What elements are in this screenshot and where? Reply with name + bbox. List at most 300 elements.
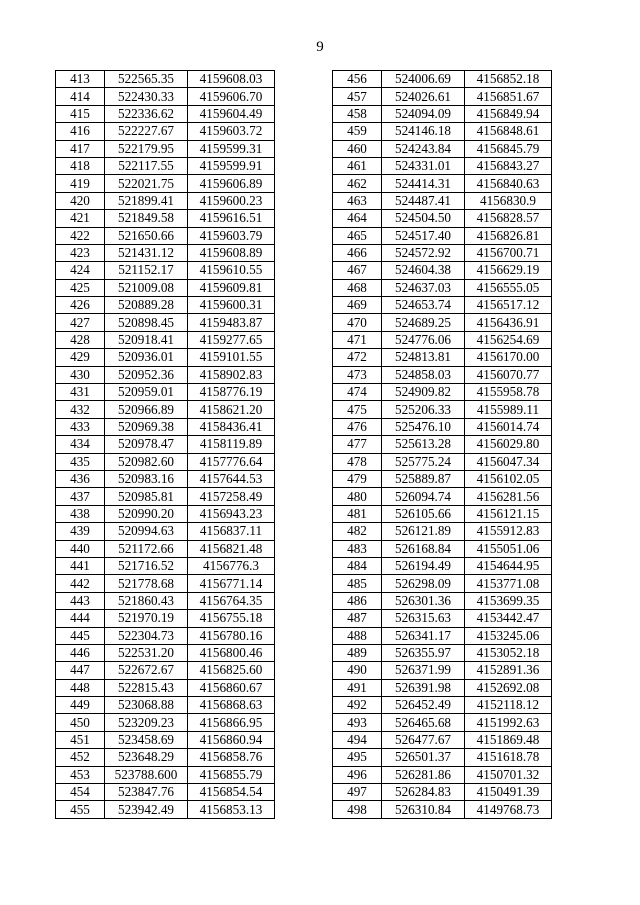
x-coordinate-cell: 520918.41 <box>105 331 188 348</box>
point-number-cell: 441 <box>56 557 105 574</box>
table-row <box>56 262 275 279</box>
point-number-cell: 464 <box>333 210 382 227</box>
y-coordinate-cell: 4159599.31 <box>188 140 275 157</box>
point-number-cell: 496 <box>333 766 382 783</box>
x-coordinate-cell: 521152.17 <box>105 262 188 279</box>
x-coordinate-cell: 526168.84 <box>382 540 465 557</box>
y-coordinate-cell: 4150701.32 <box>465 766 552 783</box>
x-coordinate-cell: 520889.28 <box>105 297 188 314</box>
y-coordinate-cell: 4156849.94 <box>465 105 552 122</box>
point-number-cell: 485 <box>333 575 382 592</box>
table-row <box>333 697 552 714</box>
table-row <box>56 297 275 314</box>
table-row <box>333 192 552 209</box>
table-row <box>56 314 275 331</box>
coordinates-table-left <box>55 70 275 819</box>
y-coordinate-cell: 4155912.83 <box>465 523 552 540</box>
table-row <box>56 175 275 192</box>
table-row <box>333 436 552 453</box>
y-coordinate-cell: 4151618.78 <box>465 749 552 766</box>
x-coordinate-cell: 522565.35 <box>105 71 188 88</box>
x-coordinate-cell: 526371.99 <box>382 662 465 679</box>
x-coordinate-cell: 520985.81 <box>105 488 188 505</box>
table-row <box>56 610 275 627</box>
table-row <box>56 331 275 348</box>
x-coordinate-cell: 523648.29 <box>105 749 188 766</box>
table-row <box>56 714 275 731</box>
table-row <box>333 557 552 574</box>
y-coordinate-cell: 4152118.12 <box>465 697 552 714</box>
table-row <box>56 644 275 661</box>
x-coordinate-cell: 524331.01 <box>382 157 465 174</box>
point-number-cell: 415 <box>56 105 105 122</box>
point-number-cell: 440 <box>56 540 105 557</box>
y-coordinate-cell: 4156776.3 <box>188 557 275 574</box>
point-number-cell: 445 <box>56 627 105 644</box>
x-coordinate-cell: 524776.06 <box>382 331 465 348</box>
point-number-cell: 487 <box>333 610 382 627</box>
x-coordinate-cell: 526284.83 <box>382 784 465 801</box>
x-coordinate-cell: 522430.33 <box>105 88 188 105</box>
point-number-cell: 458 <box>333 105 382 122</box>
point-number-cell: 439 <box>56 523 105 540</box>
point-number-cell: 428 <box>56 331 105 348</box>
point-number-cell: 466 <box>333 244 382 261</box>
y-coordinate-cell: 4156843.27 <box>465 157 552 174</box>
x-coordinate-cell: 524517.40 <box>382 227 465 244</box>
table-row <box>333 470 552 487</box>
table-row <box>56 592 275 609</box>
point-number-cell: 457 <box>333 88 382 105</box>
x-coordinate-cell: 520978.47 <box>105 436 188 453</box>
table-row <box>56 523 275 540</box>
y-coordinate-cell: 4156848.61 <box>465 123 552 140</box>
table-row <box>333 627 552 644</box>
y-coordinate-cell: 4156860.94 <box>188 731 275 748</box>
page-number: 9 <box>316 39 324 55</box>
point-number-cell: 488 <box>333 627 382 644</box>
x-coordinate-cell: 526105.66 <box>382 505 465 522</box>
point-number-cell: 423 <box>56 244 105 261</box>
point-number-cell: 462 <box>333 175 382 192</box>
table-row <box>56 697 275 714</box>
x-coordinate-cell: 526298.09 <box>382 575 465 592</box>
point-number-cell: 422 <box>56 227 105 244</box>
x-coordinate-cell: 524689.25 <box>382 314 465 331</box>
y-coordinate-cell: 4156868.63 <box>188 697 275 714</box>
table-row <box>56 801 275 818</box>
table-row <box>56 227 275 244</box>
point-number-cell: 460 <box>333 140 382 157</box>
point-number-cell: 479 <box>333 470 382 487</box>
y-coordinate-cell: 4156828.57 <box>465 210 552 227</box>
y-coordinate-cell: 4151992.63 <box>465 714 552 731</box>
x-coordinate-cell: 520952.36 <box>105 366 188 383</box>
x-coordinate-cell: 520969.38 <box>105 418 188 435</box>
table-row <box>56 105 275 122</box>
x-coordinate-cell: 524243.84 <box>382 140 465 157</box>
table-row <box>333 157 552 174</box>
point-number-cell: 469 <box>333 297 382 314</box>
y-coordinate-cell: 4158621.20 <box>188 401 275 418</box>
x-coordinate-cell: 522179.95 <box>105 140 188 157</box>
table-row <box>56 71 275 88</box>
table-row <box>333 331 552 348</box>
x-coordinate-cell: 524572.92 <box>382 244 465 261</box>
table-row <box>333 297 552 314</box>
y-coordinate-cell: 4159603.79 <box>188 227 275 244</box>
x-coordinate-cell: 526501.37 <box>382 749 465 766</box>
table-row <box>333 592 552 609</box>
table-row <box>56 140 275 157</box>
point-number-cell: 417 <box>56 140 105 157</box>
x-coordinate-cell: 522304.73 <box>105 627 188 644</box>
x-coordinate-cell: 524653.74 <box>382 297 465 314</box>
x-coordinate-cell: 524637.03 <box>382 279 465 296</box>
y-coordinate-cell: 4151869.48 <box>465 731 552 748</box>
y-coordinate-cell: 4156047.34 <box>465 453 552 470</box>
x-coordinate-cell: 521650.66 <box>105 227 188 244</box>
y-coordinate-cell: 4156854.54 <box>188 784 275 801</box>
x-coordinate-cell: 522227.67 <box>105 123 188 140</box>
y-coordinate-cell: 4159609.81 <box>188 279 275 296</box>
y-coordinate-cell: 4159277.65 <box>188 331 275 348</box>
table-row <box>56 244 275 261</box>
y-coordinate-cell: 4159600.31 <box>188 297 275 314</box>
y-coordinate-cell: 4157258.49 <box>188 488 275 505</box>
table-row <box>333 123 552 140</box>
y-coordinate-cell: 4156629.19 <box>465 262 552 279</box>
x-coordinate-cell: 525613.28 <box>382 436 465 453</box>
y-coordinate-cell: 4156170.00 <box>465 349 552 366</box>
y-coordinate-cell: 4153442.47 <box>465 610 552 627</box>
x-coordinate-cell: 526341.17 <box>382 627 465 644</box>
y-coordinate-cell: 4153699.35 <box>465 592 552 609</box>
y-coordinate-cell: 4156830.9 <box>465 192 552 209</box>
coordinates-table-right-body <box>333 71 552 819</box>
table-row <box>56 470 275 487</box>
x-coordinate-cell: 523209.23 <box>105 714 188 731</box>
table-row <box>333 314 552 331</box>
x-coordinate-cell: 524094.09 <box>382 105 465 122</box>
y-coordinate-cell: 4159616.51 <box>188 210 275 227</box>
point-number-cell: 448 <box>56 679 105 696</box>
point-number-cell: 447 <box>56 662 105 679</box>
table-row <box>56 488 275 505</box>
point-number-cell: 498 <box>333 801 382 818</box>
point-number-cell: 461 <box>333 157 382 174</box>
y-coordinate-cell: 4158902.83 <box>188 366 275 383</box>
point-number-cell: 483 <box>333 540 382 557</box>
x-coordinate-cell: 522531.20 <box>105 644 188 661</box>
x-coordinate-cell: 521860.43 <box>105 592 188 609</box>
x-coordinate-cell: 520898.45 <box>105 314 188 331</box>
y-coordinate-cell: 4156852.18 <box>465 71 552 88</box>
table-row <box>333 71 552 88</box>
table-row <box>333 140 552 157</box>
x-coordinate-cell: 524414.31 <box>382 175 465 192</box>
coordinates-table-left-body <box>56 71 275 819</box>
x-coordinate-cell: 524604.38 <box>382 262 465 279</box>
table-row <box>333 175 552 192</box>
table-row <box>56 123 275 140</box>
point-number-cell: 450 <box>56 714 105 731</box>
table-row <box>56 627 275 644</box>
x-coordinate-cell: 526391.98 <box>382 679 465 696</box>
x-coordinate-cell: 526281.86 <box>382 766 465 783</box>
table-row <box>333 384 552 401</box>
table-row <box>333 227 552 244</box>
point-number-cell: 480 <box>333 488 382 505</box>
point-number-cell: 484 <box>333 557 382 574</box>
point-number-cell: 478 <box>333 453 382 470</box>
x-coordinate-cell: 521899.41 <box>105 192 188 209</box>
point-number-cell: 449 <box>56 697 105 714</box>
point-number-cell: 421 <box>56 210 105 227</box>
x-coordinate-cell: 524146.18 <box>382 123 465 140</box>
x-coordinate-cell: 526315.63 <box>382 610 465 627</box>
point-number-cell: 438 <box>56 505 105 522</box>
point-number-cell: 490 <box>333 662 382 679</box>
y-coordinate-cell: 4156800.46 <box>188 644 275 661</box>
y-coordinate-cell: 4157776.64 <box>188 453 275 470</box>
table-row <box>56 88 275 105</box>
point-number-cell: 418 <box>56 157 105 174</box>
y-coordinate-cell: 4155051.06 <box>465 540 552 557</box>
y-coordinate-cell: 4159101.55 <box>188 349 275 366</box>
y-coordinate-cell: 4156254.69 <box>465 331 552 348</box>
x-coordinate-cell: 524504.50 <box>382 210 465 227</box>
x-coordinate-cell: 523847.76 <box>105 784 188 801</box>
point-number-cell: 443 <box>56 592 105 609</box>
table-row <box>56 279 275 296</box>
x-coordinate-cell: 520990.20 <box>105 505 188 522</box>
table-row <box>333 784 552 801</box>
y-coordinate-cell: 4156826.81 <box>465 227 552 244</box>
table-row <box>56 749 275 766</box>
point-number-cell: 459 <box>333 123 382 140</box>
table-row <box>333 749 552 766</box>
y-coordinate-cell: 4156029.80 <box>465 436 552 453</box>
x-coordinate-cell: 520936.01 <box>105 349 188 366</box>
x-coordinate-cell: 521778.68 <box>105 575 188 592</box>
x-coordinate-cell: 524909.82 <box>382 384 465 401</box>
point-number-cell: 465 <box>333 227 382 244</box>
y-coordinate-cell: 4156771.14 <box>188 575 275 592</box>
table-row <box>333 244 552 261</box>
y-coordinate-cell: 4156858.76 <box>188 749 275 766</box>
point-number-cell: 424 <box>56 262 105 279</box>
point-number-cell: 454 <box>56 784 105 801</box>
x-coordinate-cell: 524026.61 <box>382 88 465 105</box>
x-coordinate-cell: 520966.89 <box>105 401 188 418</box>
table-row <box>56 384 275 401</box>
point-number-cell: 446 <box>56 644 105 661</box>
y-coordinate-cell: 4159606.89 <box>188 175 275 192</box>
table-row <box>333 210 552 227</box>
table-row <box>56 784 275 801</box>
point-number-cell: 427 <box>56 314 105 331</box>
table-row <box>333 714 552 731</box>
x-coordinate-cell: 525775.24 <box>382 453 465 470</box>
y-coordinate-cell: 4159599.91 <box>188 157 275 174</box>
table-row <box>56 349 275 366</box>
y-coordinate-cell: 4156070.77 <box>465 366 552 383</box>
table-row <box>56 557 275 574</box>
table-row <box>56 540 275 557</box>
table-row <box>333 610 552 627</box>
x-coordinate-cell: 525206.33 <box>382 401 465 418</box>
y-coordinate-cell: 4156517.12 <box>465 297 552 314</box>
table-row <box>56 662 275 679</box>
y-coordinate-cell: 4153245.06 <box>465 627 552 644</box>
y-coordinate-cell: 4156281.56 <box>465 488 552 505</box>
y-coordinate-cell: 4156855.79 <box>188 766 275 783</box>
point-number-cell: 430 <box>56 366 105 383</box>
x-coordinate-cell: 525476.10 <box>382 418 465 435</box>
y-coordinate-cell: 4149768.73 <box>465 801 552 818</box>
point-number-cell: 468 <box>333 279 382 296</box>
table-row <box>333 644 552 661</box>
x-coordinate-cell: 526465.68 <box>382 714 465 731</box>
table-row <box>56 731 275 748</box>
y-coordinate-cell: 4156121.15 <box>465 505 552 522</box>
y-coordinate-cell: 4159608.03 <box>188 71 275 88</box>
table-row <box>333 662 552 679</box>
point-number-cell: 455 <box>56 801 105 818</box>
table-row <box>56 505 275 522</box>
point-number-cell: 495 <box>333 749 382 766</box>
x-coordinate-cell: 523458.69 <box>105 731 188 748</box>
table-row <box>56 575 275 592</box>
x-coordinate-cell: 521970.19 <box>105 610 188 627</box>
point-number-cell: 426 <box>56 297 105 314</box>
y-coordinate-cell: 4150491.39 <box>465 784 552 801</box>
table-row <box>56 453 275 470</box>
point-number-cell: 434 <box>56 436 105 453</box>
point-number-cell: 463 <box>333 192 382 209</box>
table-row <box>56 766 275 783</box>
table-row <box>56 157 275 174</box>
table-row <box>333 766 552 783</box>
table-row <box>333 453 552 470</box>
y-coordinate-cell: 4156851.67 <box>465 88 552 105</box>
point-number-cell: 436 <box>56 470 105 487</box>
y-coordinate-cell: 4155989.11 <box>465 401 552 418</box>
table-row <box>333 418 552 435</box>
table-row <box>333 523 552 540</box>
x-coordinate-cell: 523068.88 <box>105 697 188 714</box>
y-coordinate-cell: 4159608.89 <box>188 244 275 261</box>
table-row <box>56 679 275 696</box>
point-number-cell: 475 <box>333 401 382 418</box>
point-number-cell: 432 <box>56 401 105 418</box>
y-coordinate-cell: 4156014.74 <box>465 418 552 435</box>
y-coordinate-cell: 4156555.05 <box>465 279 552 296</box>
point-number-cell: 444 <box>56 610 105 627</box>
x-coordinate-cell: 524006.69 <box>382 71 465 88</box>
x-coordinate-cell: 525889.87 <box>382 470 465 487</box>
x-coordinate-cell: 521431.12 <box>105 244 188 261</box>
point-number-cell: 473 <box>333 366 382 383</box>
x-coordinate-cell: 524858.03 <box>382 366 465 383</box>
x-coordinate-cell: 522672.67 <box>105 662 188 679</box>
x-coordinate-cell: 526310.84 <box>382 801 465 818</box>
point-number-cell: 451 <box>56 731 105 748</box>
x-coordinate-cell: 524487.41 <box>382 192 465 209</box>
y-coordinate-cell: 4157644.53 <box>188 470 275 487</box>
y-coordinate-cell: 4156825.60 <box>188 662 275 679</box>
point-number-cell: 467 <box>333 262 382 279</box>
point-number-cell: 416 <box>56 123 105 140</box>
x-coordinate-cell: 520959.01 <box>105 384 188 401</box>
point-number-cell: 437 <box>56 488 105 505</box>
table-row <box>333 262 552 279</box>
y-coordinate-cell: 4155958.78 <box>465 384 552 401</box>
table-row <box>333 349 552 366</box>
coordinates-table-right <box>332 70 552 819</box>
point-number-cell: 494 <box>333 731 382 748</box>
table-row <box>333 679 552 696</box>
y-coordinate-cell: 4158119.89 <box>188 436 275 453</box>
table-row <box>333 505 552 522</box>
y-coordinate-cell: 4152891.36 <box>465 662 552 679</box>
x-coordinate-cell: 524813.81 <box>382 349 465 366</box>
y-coordinate-cell: 4156821.48 <box>188 540 275 557</box>
point-number-cell: 491 <box>333 679 382 696</box>
y-coordinate-cell: 4156837.11 <box>188 523 275 540</box>
y-coordinate-cell: 4156845.79 <box>465 140 552 157</box>
table-row <box>56 210 275 227</box>
point-number-cell: 471 <box>333 331 382 348</box>
point-number-cell: 476 <box>333 418 382 435</box>
point-number-cell: 425 <box>56 279 105 296</box>
x-coordinate-cell: 523788.600 <box>105 766 188 783</box>
y-coordinate-cell: 4156853.13 <box>188 801 275 818</box>
x-coordinate-cell: 520994.63 <box>105 523 188 540</box>
x-coordinate-cell: 526121.89 <box>382 523 465 540</box>
point-number-cell: 493 <box>333 714 382 731</box>
table-row <box>333 401 552 418</box>
point-number-cell: 435 <box>56 453 105 470</box>
y-coordinate-cell: 4159604.49 <box>188 105 275 122</box>
table-row <box>333 88 552 105</box>
point-number-cell: 477 <box>333 436 382 453</box>
table-row <box>56 366 275 383</box>
y-coordinate-cell: 4156866.95 <box>188 714 275 731</box>
y-coordinate-cell: 4159606.70 <box>188 88 275 105</box>
y-coordinate-cell: 4159483.87 <box>188 314 275 331</box>
x-coordinate-cell: 521849.58 <box>105 210 188 227</box>
table-row <box>333 801 552 818</box>
x-coordinate-cell: 520982.60 <box>105 453 188 470</box>
point-number-cell: 453 <box>56 766 105 783</box>
table-row <box>333 105 552 122</box>
table-row <box>56 418 275 435</box>
point-number-cell: 431 <box>56 384 105 401</box>
point-number-cell: 433 <box>56 418 105 435</box>
x-coordinate-cell: 526094.74 <box>382 488 465 505</box>
point-number-cell: 452 <box>56 749 105 766</box>
x-coordinate-cell: 526452.49 <box>382 697 465 714</box>
y-coordinate-cell: 4158436.41 <box>188 418 275 435</box>
y-coordinate-cell: 4159600.23 <box>188 192 275 209</box>
x-coordinate-cell: 522336.62 <box>105 105 188 122</box>
y-coordinate-cell: 4156840.63 <box>465 175 552 192</box>
y-coordinate-cell: 4156755.18 <box>188 610 275 627</box>
table-row <box>333 366 552 383</box>
x-coordinate-cell: 526355.97 <box>382 644 465 661</box>
